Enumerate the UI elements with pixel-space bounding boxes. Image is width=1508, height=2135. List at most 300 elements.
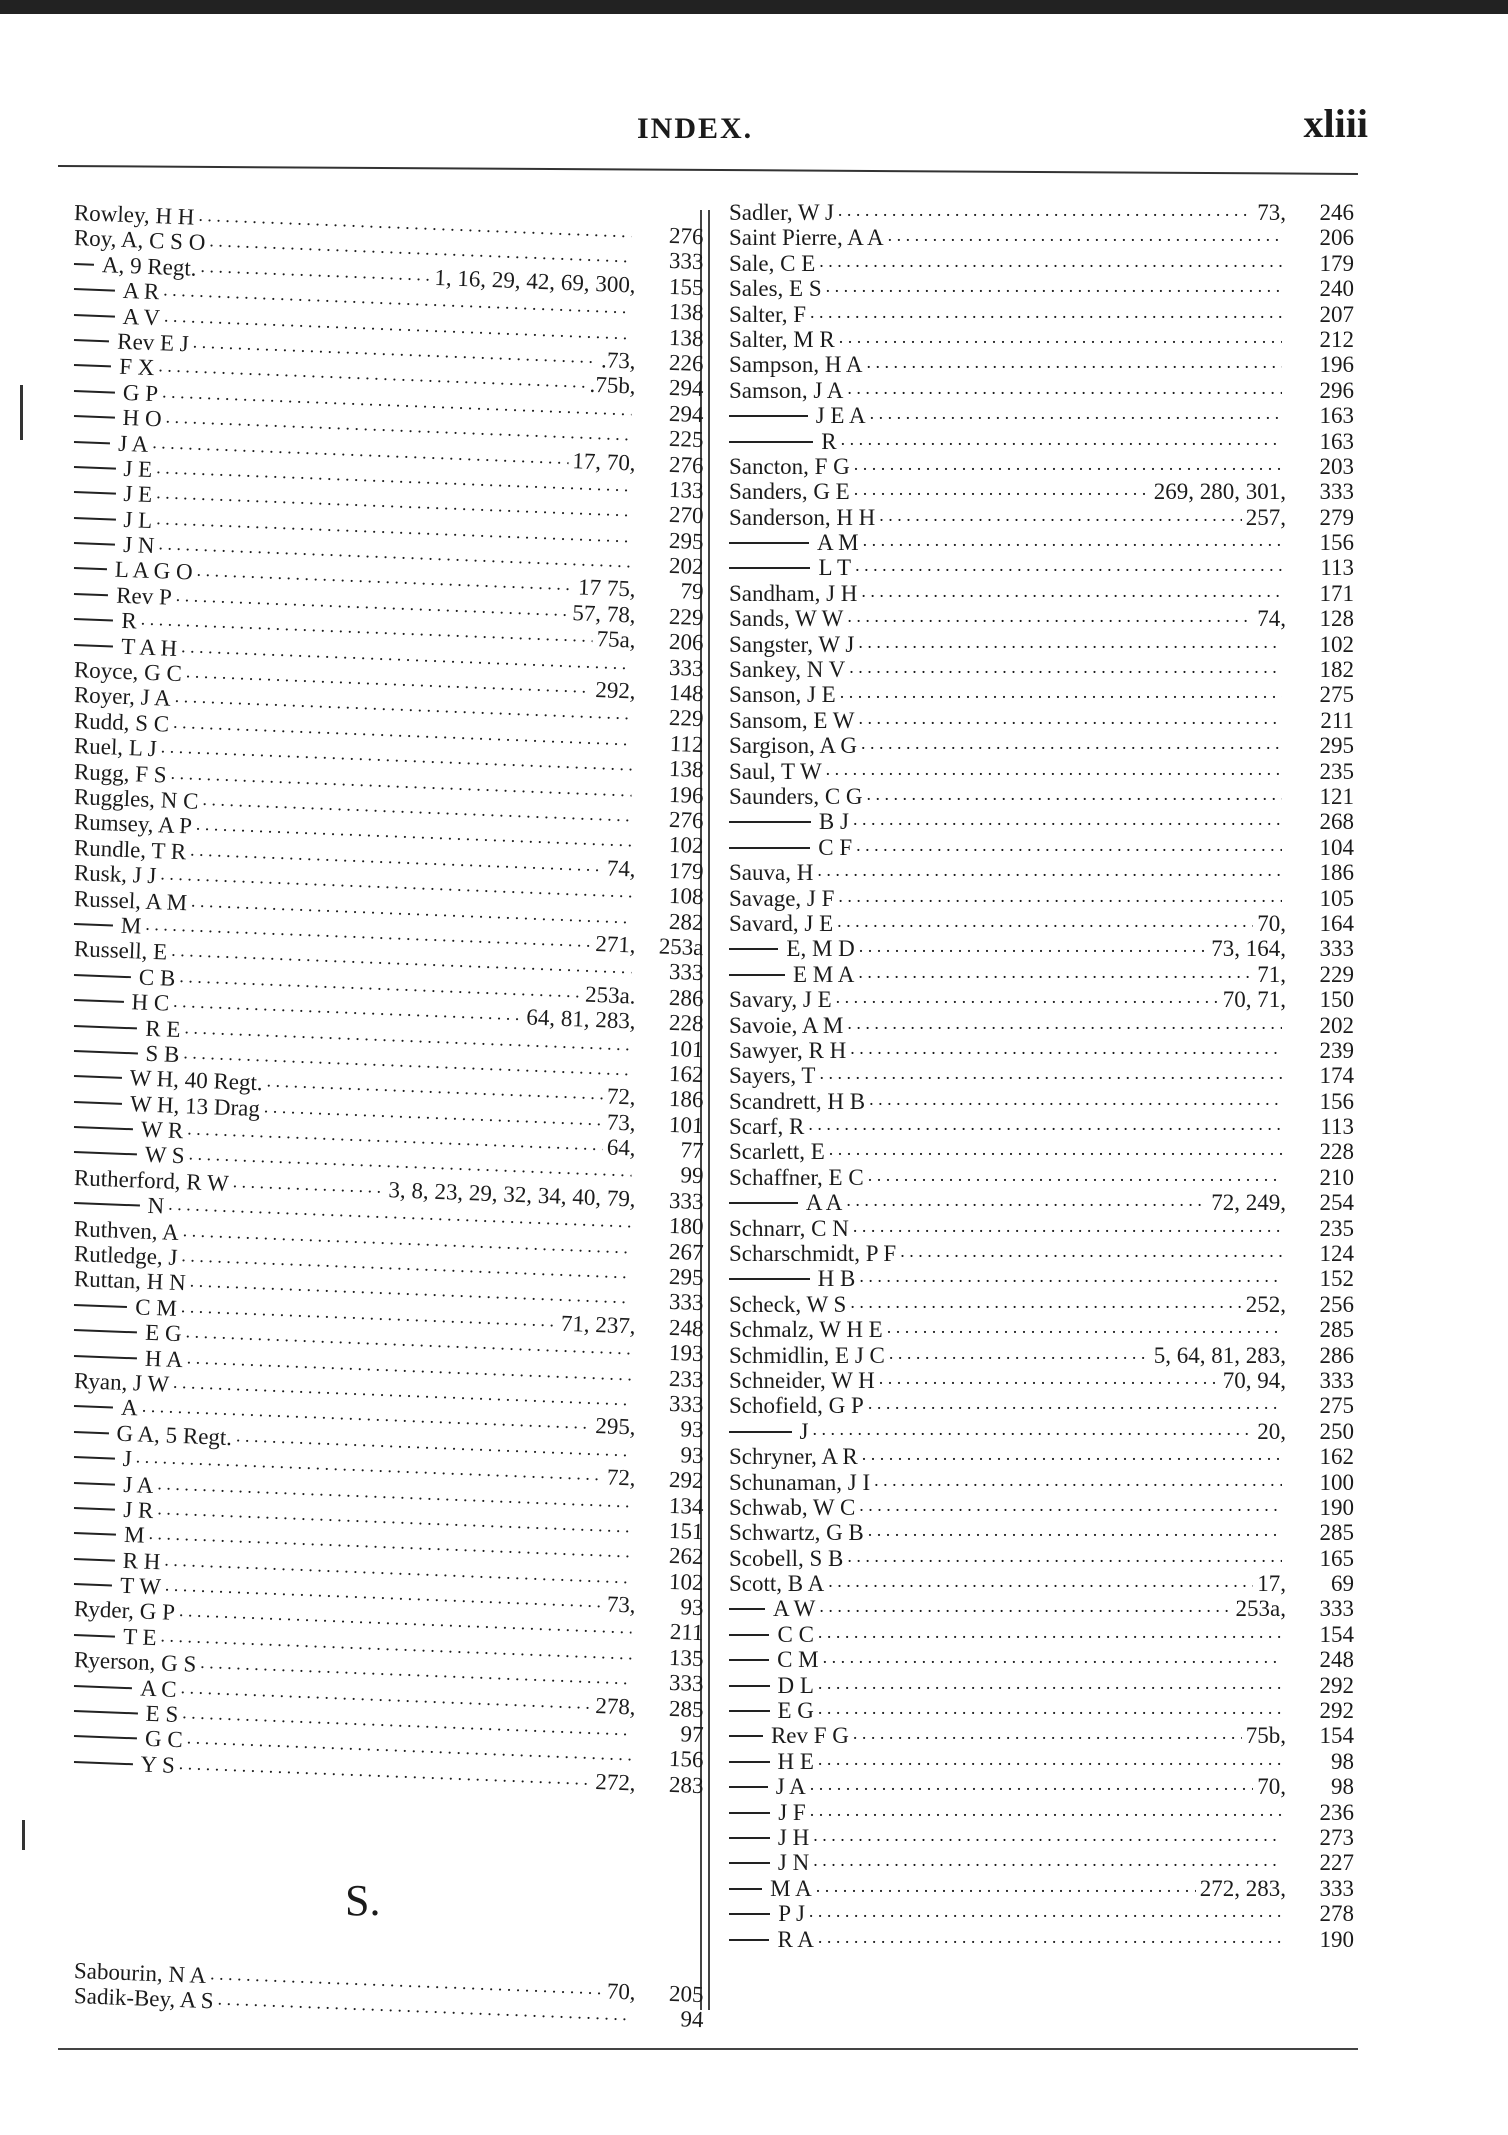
- dot-leader: [810, 1770, 1254, 1797]
- entry-name: W R: [140, 1116, 184, 1144]
- entry-pages: 72,: [606, 1083, 637, 1110]
- entry-page-number: 333: [668, 959, 705, 986]
- entry-name: C C: [777, 1621, 814, 1647]
- ditto-dash: [74, 1355, 137, 1359]
- entry-name: Rowley, H H: [73, 200, 195, 230]
- ditto-dash: [74, 1431, 109, 1434]
- dot-leader: [826, 272, 1282, 299]
- entry-name: S B: [145, 1040, 180, 1067]
- entry-pages: 17, 70,: [571, 447, 637, 476]
- ditto-dash: [74, 593, 108, 596]
- dot-leader: [859, 1262, 1282, 1289]
- entry-name: F X: [118, 354, 155, 381]
- entry-page-number: 294: [668, 400, 705, 427]
- ditto-dash: [74, 999, 124, 1003]
- entry-page-number: 108: [668, 883, 705, 910]
- entry-page-number: 295: [1319, 733, 1354, 759]
- dot-leader: [853, 1719, 1242, 1746]
- entry-page-number: 202: [1319, 1012, 1354, 1038]
- dot-leader: [818, 1745, 1282, 1772]
- entry-name: R E: [144, 1015, 181, 1042]
- dot-leader: [823, 1643, 1282, 1670]
- ditto-dash: [74, 441, 110, 444]
- entry-page-number: 196: [668, 781, 705, 808]
- entry-page-number: 333: [668, 1289, 705, 1316]
- entry-name: Scarf, R: [729, 1114, 805, 1140]
- ditto-dash: [74, 390, 115, 394]
- ditto-dash: [729, 415, 808, 417]
- entry-pages: 252,: [1245, 1291, 1286, 1317]
- ditto-dash: [729, 1278, 810, 1280]
- entry-page-number: 333: [668, 248, 705, 275]
- entry-page-number: 148: [668, 679, 705, 707]
- entry-name: Scott, B A: [729, 1571, 825, 1597]
- dot-leader: [812, 1415, 1253, 1442]
- ditto-dash: [74, 1304, 127, 1308]
- dot-leader: [810, 1796, 1282, 1823]
- dot-leader: [829, 1135, 1282, 1162]
- entry-name: Savoie, A M: [729, 1012, 844, 1038]
- entry-page-number: 182: [1319, 657, 1354, 683]
- dot-leader: [847, 1542, 1282, 1569]
- ditto-dash: [74, 1126, 133, 1130]
- entry-name: L A G O: [114, 557, 194, 586]
- entry-name: A M: [817, 530, 859, 556]
- entry-pages: 292,: [594, 677, 637, 704]
- dot-leader: [889, 1339, 1150, 1366]
- entry-name: E S: [145, 1700, 179, 1728]
- entry-name: Saunders, C G: [729, 783, 863, 809]
- top-rule: [58, 165, 1358, 175]
- ditto-dash: [729, 1659, 769, 1661]
- entry-page-number: 212: [1319, 326, 1354, 352]
- entry-page-number: 134: [668, 1492, 705, 1519]
- entry-name: Scandrett, H B: [729, 1088, 866, 1114]
- entry-pages: 253a,: [1235, 1596, 1286, 1622]
- entry-page-number: 227: [1319, 1850, 1354, 1876]
- entry-name: Schunaman, J I: [729, 1469, 871, 1495]
- entry-page-number: 105: [1319, 885, 1354, 911]
- entry-name: H A: [144, 1345, 184, 1372]
- entry-name: Ryerson, G S: [73, 1647, 197, 1677]
- ditto-dash: [729, 542, 809, 544]
- dot-leader: [838, 882, 1282, 909]
- ditto-dash: [729, 1710, 770, 1712]
- ditto-dash: [74, 415, 115, 419]
- entry-page-number: 270: [668, 502, 705, 529]
- entry-name: M: [123, 1522, 146, 1549]
- dot-leader: [854, 450, 1282, 477]
- entry-name: Sargison, A G: [729, 733, 858, 759]
- ditto-dash: [729, 1761, 770, 1763]
- entry-page-number: 156: [1319, 1088, 1354, 1114]
- entry-name: Sanders, G E: [729, 479, 850, 505]
- entry-pages: 71, 237,: [560, 1310, 637, 1339]
- entry-name: P J: [778, 1901, 805, 1927]
- entry-page-number: 135: [668, 1644, 705, 1672]
- entry-pages: 74,: [1257, 606, 1286, 632]
- column-divider: [708, 210, 710, 2010]
- dot-leader: [879, 501, 1241, 528]
- dot-leader: [879, 1364, 1219, 1391]
- entry-name: Saul, T W: [729, 758, 822, 784]
- dot-leader: [859, 1491, 1282, 1518]
- entry-page-number: 333: [1319, 1875, 1354, 1901]
- ditto-dash: [74, 466, 116, 470]
- entry-name: D L: [777, 1672, 814, 1698]
- entry-name: J H: [777, 1825, 810, 1850]
- dot-leader: [863, 526, 1282, 553]
- entry-page-number: 128: [1319, 606, 1354, 632]
- ditto-dash: [74, 339, 109, 342]
- ditto-dash: [74, 314, 115, 318]
- entry-page-number: 246: [1319, 200, 1354, 225]
- dot-leader: [819, 247, 1282, 274]
- dot-leader: [818, 1669, 1282, 1696]
- entry-name: A, 9 Regt.: [101, 251, 198, 281]
- entry-page-number: 296: [1319, 377, 1354, 403]
- entry-name: Sadler, W J: [729, 200, 834, 225]
- entry-page-number: 206: [668, 629, 705, 656]
- entry-page-number: 206: [1319, 225, 1354, 251]
- entry-pages: 70,: [1257, 1774, 1286, 1800]
- entry-page-number: 207: [1319, 301, 1354, 327]
- dot-leader: [900, 1237, 1282, 1264]
- dot-leader: [818, 1618, 1282, 1645]
- dot-leader: [813, 1821, 1282, 1848]
- entry-page-number: 228: [1319, 1139, 1354, 1165]
- entry-name: R A: [777, 1926, 814, 1952]
- entry-name: Rugg, F S: [73, 758, 168, 788]
- dot-leader: [810, 298, 1282, 325]
- left-index-column-s: [73, 1958, 705, 2033]
- dot-leader: [846, 1186, 1207, 1213]
- entry-name: Scheck, W S: [729, 1291, 847, 1317]
- entry-page-number: 133: [668, 476, 705, 504]
- page-title: INDEX.: [637, 112, 754, 145]
- ditto-dash: [74, 1482, 115, 1486]
- dot-leader: [869, 1085, 1282, 1112]
- entry-pages: 73, 164,: [1211, 936, 1286, 962]
- entry-pages: 64, 81, 283,: [525, 1004, 637, 1034]
- ditto-dash: [729, 1888, 762, 1890]
- dot-leader: [818, 1694, 1282, 1721]
- entry-page-number: 275: [1319, 1393, 1354, 1419]
- entry-page-number: 156: [1319, 530, 1354, 556]
- ditto-dash: [74, 1558, 115, 1562]
- dot-leader: [826, 755, 1282, 782]
- entry-page-number: 205: [668, 1980, 705, 2008]
- dot-leader: [868, 1389, 1282, 1416]
- entry-pages: 1, 16, 29, 42, 69, 300,: [434, 264, 637, 298]
- entry-page-number: 112: [669, 730, 705, 757]
- dot-leader: [870, 399, 1282, 426]
- entry-pages: 73,: [606, 1109, 637, 1136]
- entry-page-number: 113: [1320, 1114, 1354, 1140]
- entry-name: Scarlett, E: [729, 1139, 825, 1165]
- entry-name: A: [120, 1395, 139, 1421]
- ditto-dash: [74, 1735, 137, 1739]
- entry-pages: 75b,: [1245, 1723, 1286, 1749]
- entry-name: Rutledge, J: [73, 1241, 178, 1270]
- bottom-rule: [58, 2048, 1358, 2050]
- entry-page-number: 333: [1319, 1367, 1354, 1393]
- entry-page-number: 228: [668, 1009, 705, 1037]
- entry-page-number: 202: [668, 552, 705, 580]
- section-letter: S.: [345, 1876, 381, 1925]
- entry-page-number: 295: [668, 527, 705, 554]
- dot-leader: [817, 856, 1282, 883]
- entry-page-number: 94: [680, 2006, 705, 2033]
- entry-page-number: 273: [1319, 1825, 1354, 1850]
- entry-name: G C: [144, 1726, 184, 1753]
- entry-name: L T: [818, 555, 852, 581]
- entry-page-number: 190: [1319, 1926, 1354, 1952]
- entry-name: H C: [131, 989, 170, 1016]
- entry-name: J: [799, 1418, 809, 1444]
- ditto-dash: [74, 1101, 122, 1105]
- entry-page-number: 154: [1319, 1723, 1354, 1749]
- entry-page-number: 100: [1319, 1469, 1354, 1495]
- entry-pages: .73,: [600, 347, 637, 374]
- entry-page-number: 275: [1319, 682, 1354, 708]
- entry-page-number: 154: [1319, 1621, 1354, 1647]
- entry-page-number: 333: [668, 1390, 705, 1418]
- ditto-dash: [74, 1050, 138, 1054]
- entry-name: G P: [122, 379, 159, 406]
- entry-page-number: 333: [1319, 936, 1354, 962]
- entry-pages: 295,: [594, 1413, 637, 1440]
- entry-page-number: 156: [668, 1746, 705, 1773]
- entry-page-number: 279: [1319, 504, 1354, 530]
- dot-leader: [837, 907, 1253, 934]
- ditto-dash: [729, 974, 785, 976]
- entry-name: M A: [770, 1875, 812, 1901]
- ditto-dash: [729, 1939, 769, 1941]
- entry-page-number: 101: [668, 1111, 705, 1138]
- entry-page-number: 282: [668, 908, 705, 935]
- entry-pages: 20,: [1257, 1418, 1286, 1444]
- entry-page-number: 93: [680, 1442, 705, 1468]
- entry-page-number: 294: [668, 375, 705, 402]
- entry-name: E G: [144, 1319, 183, 1347]
- entry-page-number: 150: [1319, 987, 1354, 1013]
- entry-page-number: 163: [1319, 428, 1354, 454]
- ditto-dash: [729, 948, 778, 950]
- dot-leader: [854, 475, 1150, 502]
- entry-name: Rutherford, R W: [73, 1164, 230, 1196]
- entry-pages: 257,: [1245, 504, 1286, 530]
- dot-leader: [847, 374, 1282, 401]
- entry-name: C B: [138, 964, 176, 991]
- entry-page-number: 193: [668, 1340, 705, 1367]
- entry-name: Schmidlin, E J C: [729, 1342, 885, 1368]
- entry-page-number: 99: [680, 1162, 705, 1189]
- entry-page-number: 333: [668, 654, 705, 681]
- entry-name: Rumsey, A P: [73, 809, 193, 839]
- entry-name: Savary, J E: [729, 987, 832, 1013]
- ditto-dash: [74, 1329, 137, 1333]
- ditto-dash: [74, 1456, 115, 1460]
- ditto-dash: [729, 1812, 770, 1814]
- ditto-dash: [74, 644, 113, 648]
- dot-leader: [813, 1846, 1282, 1873]
- scan-edge: [0, 0, 1508, 14]
- entry-page-number: 101: [668, 1035, 705, 1062]
- entry-page-number: 102: [1319, 631, 1354, 657]
- entry-name: Russel, A M: [73, 885, 188, 915]
- entry-name: A W: [772, 1596, 816, 1622]
- entry-page-number: 124: [1319, 1241, 1354, 1267]
- ditto-dash: [74, 1151, 137, 1155]
- dot-leader: [808, 1110, 1282, 1137]
- entry-pages: 64,: [606, 1134, 637, 1161]
- margin-mark: [22, 1820, 25, 1850]
- dot-leader: [836, 983, 1219, 1010]
- entry-page-number: 276: [668, 806, 705, 834]
- entry-name: J R: [122, 1496, 154, 1523]
- entry-name: J: [122, 1446, 133, 1472]
- entry-name: C F: [818, 834, 853, 860]
- entry-name: Sansom, E W: [729, 707, 855, 733]
- dot-leader: [839, 323, 1282, 350]
- entry-page-number: 226: [668, 349, 705, 377]
- dot-leader: [858, 704, 1282, 731]
- ditto-dash: [74, 491, 116, 495]
- entry-page-number: 268: [1319, 809, 1354, 835]
- entry-name: Schwartz, G B: [729, 1520, 864, 1546]
- ditto-dash: [74, 1685, 132, 1689]
- entry-name: J N: [122, 531, 156, 559]
- ditto-dash: [729, 1202, 798, 1204]
- entry-name: Sanson, J E: [729, 682, 836, 708]
- ditto-dash: [74, 1202, 140, 1207]
- entry-page-number: 98: [1331, 1774, 1354, 1800]
- entry-pages: 57, 78,: [571, 600, 637, 628]
- entry-name: Rundle, T R: [73, 834, 187, 865]
- entry-page-number: 292: [1319, 1698, 1354, 1724]
- ditto-dash: [729, 1634, 769, 1636]
- entry-name: Sankey, N V: [729, 657, 846, 683]
- ditto-dash: [74, 923, 113, 926]
- entry-name: T A H: [120, 633, 178, 661]
- entry-page-number: 196: [1319, 352, 1354, 378]
- entry-page-number: 69: [1331, 1571, 1354, 1597]
- entry-name: A C: [139, 1675, 178, 1702]
- entry-name: Rev E J: [116, 328, 190, 357]
- entry-page-number: 102: [668, 832, 705, 859]
- entry-name: W H, 13 Drag: [129, 1090, 261, 1121]
- dot-leader: [847, 602, 1253, 629]
- dot-leader: [868, 1161, 1282, 1188]
- ditto-dash: [729, 821, 811, 823]
- entry-page-number: 152: [1319, 1266, 1354, 1292]
- dot-leader: [809, 1897, 1282, 1924]
- dot-leader: [819, 1059, 1282, 1086]
- entry-page-number: 225: [668, 425, 705, 453]
- entry-name: Royer, J A: [73, 682, 172, 712]
- entry-pages: 70, 94,: [1222, 1367, 1286, 1393]
- entry-page-number: 239: [1319, 1037, 1354, 1063]
- entry-name: Sayers, T: [729, 1063, 816, 1089]
- entry-page-number: 165: [1319, 1545, 1354, 1571]
- entry-pages: 5, 64, 81, 283,: [1153, 1342, 1286, 1368]
- dot-leader: [856, 831, 1282, 858]
- ditto-dash: [74, 1634, 115, 1638]
- entry-page-number: 93: [680, 1594, 705, 1621]
- entry-name: Royce, G C: [73, 657, 183, 687]
- entry-name: Rev F G: [770, 1723, 849, 1749]
- entry-name: J L: [123, 506, 153, 533]
- ditto-dash: [74, 974, 131, 978]
- ditto-dash: [729, 1786, 768, 1788]
- entry-name: Salter, F: [729, 301, 807, 327]
- entry-name: G A, 5 Regt.: [116, 1420, 233, 1450]
- entry-name: Ryan, J W: [73, 1367, 170, 1397]
- ditto-dash: [729, 441, 813, 443]
- entry-name: T E: [122, 1623, 158, 1651]
- entry-page-number: 235: [1319, 1215, 1354, 1241]
- page-number: xliii: [1303, 101, 1368, 146]
- entry-name: J N: [777, 1850, 810, 1876]
- entry-page-number: 286: [668, 984, 705, 1011]
- entry-page-number: 240: [1319, 276, 1354, 302]
- entry-name: J E: [123, 455, 153, 482]
- entry-page-number: 163: [1319, 403, 1354, 429]
- entry-name: Schmalz, W H E: [729, 1317, 883, 1343]
- entry-page-number: 229: [668, 705, 705, 732]
- entry-name: E, M D: [786, 936, 855, 962]
- entry-name: Sabourin, N A: [73, 1958, 207, 1989]
- entry-page-number: 283: [668, 1771, 705, 1799]
- index-entry: [729, 1927, 1354, 1952]
- entry-page-number: 235: [1319, 758, 1354, 784]
- ditto-dash: [74, 288, 115, 292]
- entry-name: M: [120, 912, 142, 939]
- entry-name: Sampson, H A: [729, 352, 863, 378]
- entry-page-number: 174: [1319, 1063, 1354, 1089]
- entry-page-number: 256: [1319, 1291, 1354, 1317]
- entry-name: N: [147, 1193, 165, 1219]
- entry-page-number: 253a: [658, 933, 705, 961]
- entry-page-number: 248: [1319, 1647, 1354, 1673]
- entry-page-number: 98: [1331, 1748, 1354, 1774]
- entry-name: Schaffner, E C: [729, 1164, 864, 1190]
- entry-name: W H, 40 Regt.: [129, 1065, 264, 1096]
- entry-page-number: 93: [680, 1416, 705, 1443]
- dot-leader: [818, 1923, 1282, 1950]
- dot-leader: [867, 780, 1282, 807]
- entry-name: Sands, W W: [729, 606, 844, 632]
- entry-page-number: 162: [668, 1060, 705, 1088]
- entry-name: B J: [818, 809, 849, 835]
- entry-name: Samson, J A: [729, 377, 844, 403]
- ditto-dash: [74, 1583, 112, 1586]
- ditto-dash: [729, 847, 810, 849]
- entry-name: A A: [805, 1190, 843, 1216]
- left-index-column: [73, 200, 705, 1799]
- entry-page-number: 79: [680, 578, 705, 605]
- dot-leader: [874, 1466, 1282, 1493]
- entry-page-number: 285: [1319, 1520, 1354, 1546]
- entry-name: Roy, A, C S O: [73, 225, 206, 256]
- entry-name: Rudd, S C: [73, 707, 170, 737]
- dot-leader: [853, 1212, 1282, 1239]
- dot-leader: [858, 628, 1282, 655]
- entry-name: Ruggles, N C: [73, 783, 199, 814]
- dot-leader: [855, 551, 1282, 578]
- entry-name: T W: [119, 1572, 162, 1600]
